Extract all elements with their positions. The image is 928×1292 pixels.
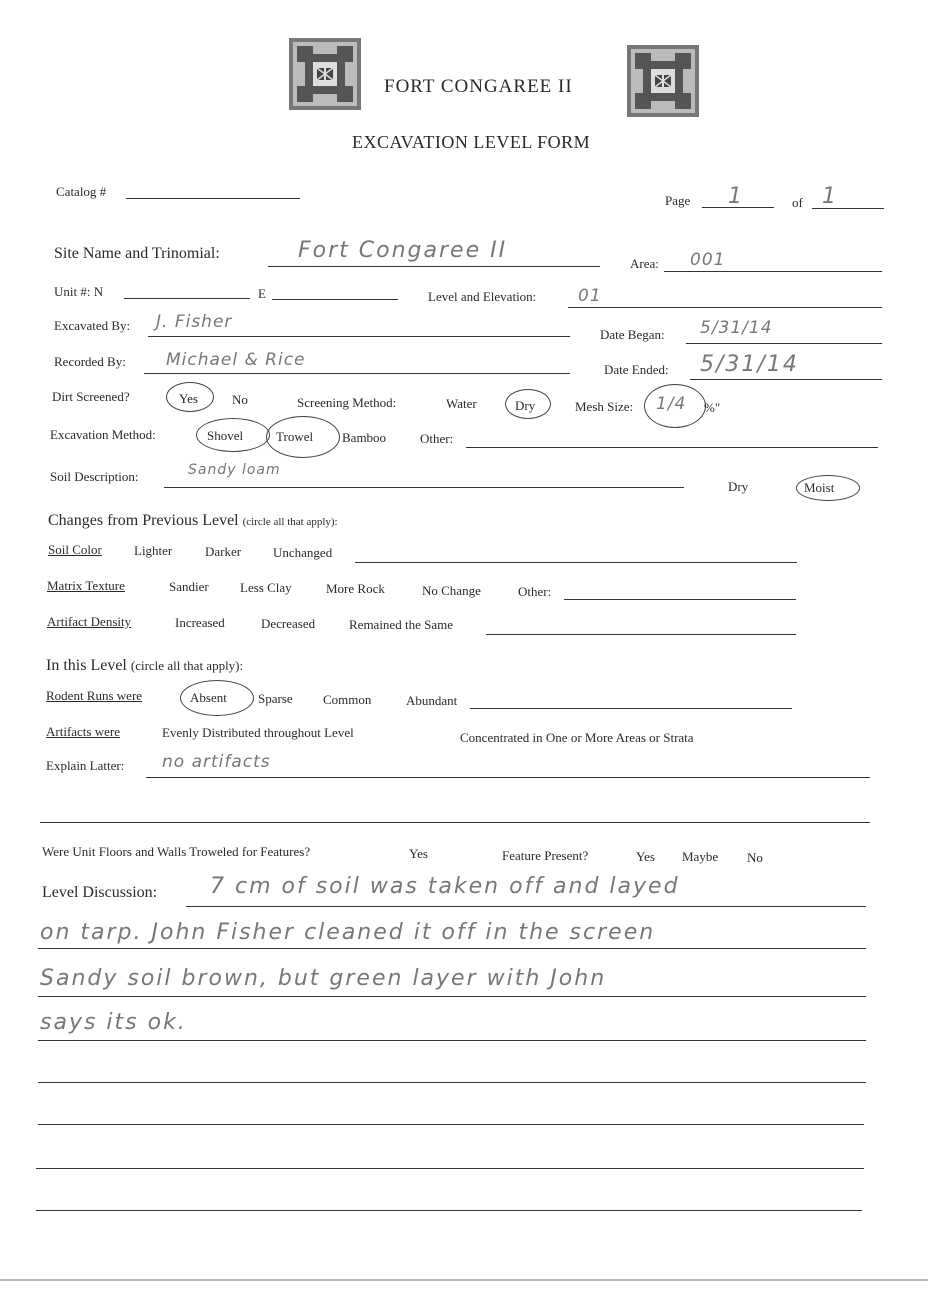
changes-note: (circle all that apply): bbox=[242, 516, 338, 528]
form-title: FORT CONGAREE II bbox=[384, 76, 573, 97]
soil-color-lighter[interactable]: Lighter bbox=[134, 543, 173, 558]
level-elevation-label: Level and Elevation: bbox=[428, 289, 537, 304]
dirt-screened-label: Dirt Screened? bbox=[52, 389, 130, 404]
changes-heading-row bbox=[48, 512, 338, 530]
rodent-common[interactable]: Common bbox=[323, 692, 372, 707]
unit-e-field[interactable] bbox=[272, 299, 398, 300]
rodent-sparse[interactable]: Sparse bbox=[258, 691, 293, 706]
excavation-other-field[interactable] bbox=[466, 447, 878, 448]
mesh-size-value: 1/4 bbox=[656, 394, 687, 414]
matrix-more-rock[interactable]: More Rock bbox=[326, 581, 385, 596]
discussion-line-5[interactable] bbox=[38, 1082, 866, 1083]
artifact-density-field[interactable] bbox=[486, 634, 796, 635]
matrix-other-field[interactable] bbox=[564, 599, 796, 600]
level-elevation-value: 01 bbox=[578, 286, 602, 306]
artifacts-were-label: Artifacts were bbox=[46, 724, 120, 739]
soil-color-unchanged[interactable]: Unchanged bbox=[273, 545, 333, 560]
matrix-sandier[interactable]: Sandier bbox=[169, 579, 209, 594]
soil-color-label: Soil Color bbox=[48, 542, 102, 557]
soil-description-value: Sandy loam bbox=[188, 462, 281, 478]
site-name-label: Site Name and Trinomial: bbox=[54, 245, 220, 262]
date-ended-value: 5/31/14 bbox=[700, 352, 799, 377]
discussion-line-1[interactable] bbox=[186, 906, 866, 907]
excavation-method-label: Excavation Method: bbox=[50, 427, 156, 442]
explain-latter-label: Explain Latter: bbox=[46, 758, 125, 773]
dirt-screened-yes[interactable]: Yes bbox=[179, 391, 198, 406]
matrix-texture-label: Matrix Texture bbox=[47, 578, 125, 593]
rodent-abundant[interactable]: Abundant bbox=[406, 693, 458, 708]
date-ended-label: Date Ended: bbox=[604, 362, 669, 377]
feature-present-yes[interactable]: Yes bbox=[636, 849, 655, 864]
date-began-value: 5/31/14 bbox=[700, 318, 773, 338]
excavated-by-label: Excavated By: bbox=[54, 318, 131, 333]
soil-color-darker[interactable]: Darker bbox=[205, 544, 242, 559]
feature-present-maybe[interactable]: Maybe bbox=[682, 849, 719, 864]
excavated-by-field[interactable] bbox=[148, 336, 570, 337]
unit-n-label: Unit #: N bbox=[54, 284, 104, 299]
artifact-decreased[interactable]: Decreased bbox=[261, 616, 316, 631]
rodent-runs-label: Rodent Runs were bbox=[46, 688, 143, 703]
discussion-text-2: on tarp. John Fisher cleaned it off in the screen bbox=[40, 920, 656, 945]
screening-water[interactable]: Water bbox=[446, 396, 477, 411]
soil-description-label: Soil Description: bbox=[50, 469, 139, 484]
discussion-text-4: says its ok. bbox=[40, 1010, 187, 1035]
artifact-density-label: Artifact Density bbox=[47, 614, 132, 629]
rodent-field[interactable] bbox=[470, 708, 792, 709]
page-total-value: 1 bbox=[822, 184, 838, 209]
in-level-note: (circle all that apply): bbox=[130, 658, 244, 673]
troweled-label: Were Unit Floors and Walls Troweled for Features? bbox=[42, 844, 311, 859]
area-value: 001 bbox=[690, 250, 726, 270]
in-level-heading: In this Level bbox=[46, 657, 127, 674]
unit-n-field[interactable] bbox=[124, 298, 250, 299]
screening-method-label: Screening Method: bbox=[297, 395, 397, 410]
catalog-label: Catalog # bbox=[56, 184, 107, 199]
explain-latter-field-2[interactable] bbox=[40, 822, 870, 823]
excavation-bamboo[interactable]: Bamboo bbox=[342, 430, 387, 445]
catalog-field[interactable] bbox=[126, 198, 300, 199]
discussion-line-3[interactable] bbox=[38, 996, 866, 997]
explain-latter-field[interactable] bbox=[146, 777, 870, 778]
site-name-value: Fort Congaree II bbox=[298, 238, 508, 263]
level-elevation-field[interactable] bbox=[568, 307, 882, 308]
date-began-label: Date Began: bbox=[600, 327, 665, 342]
page-bottom-edge bbox=[0, 1279, 928, 1281]
recorded-by-label: Recorded By: bbox=[54, 354, 126, 369]
page-of-label: of bbox=[792, 195, 803, 210]
fort-logo-left bbox=[289, 38, 361, 110]
date-began-field[interactable] bbox=[686, 343, 882, 344]
matrix-less-clay[interactable]: Less Clay bbox=[240, 580, 292, 595]
page-label: Page bbox=[665, 193, 691, 208]
level-discussion-label: Level Discussion: bbox=[42, 884, 158, 901]
feature-present-no[interactable]: No bbox=[747, 850, 763, 865]
discussion-line-6[interactable] bbox=[38, 1124, 864, 1125]
excavated-by-value: J. Fisher bbox=[156, 312, 233, 332]
soil-dry[interactable]: Dry bbox=[728, 479, 749, 494]
recorded-by-field[interactable] bbox=[144, 373, 570, 374]
discussion-text-1: 7 cm of soil was taken off and layed bbox=[210, 874, 680, 899]
dirt-screened-no[interactable]: No bbox=[232, 392, 248, 407]
excavation-shovel[interactable]: Shovel bbox=[207, 428, 244, 443]
page-value: 1 bbox=[728, 184, 744, 209]
soil-color-field[interactable] bbox=[355, 562, 797, 563]
form-subtitle: EXCAVATION LEVEL FORM bbox=[352, 132, 591, 152]
soil-moist[interactable]: Moist bbox=[804, 480, 835, 495]
explain-latter-value: no artifacts bbox=[162, 752, 271, 772]
rodent-absent[interactable]: Absent bbox=[190, 690, 227, 705]
discussion-line-4[interactable] bbox=[38, 1040, 866, 1041]
mesh-size-unit: %" bbox=[704, 400, 721, 415]
discussion-line-2[interactable] bbox=[38, 948, 866, 949]
in-level-heading-row bbox=[46, 657, 243, 675]
soil-description-field[interactable] bbox=[164, 487, 684, 488]
site-name-field[interactable] bbox=[268, 266, 600, 267]
discussion-line-7[interactable] bbox=[36, 1168, 864, 1169]
artifacts-concentrated[interactable]: Concentrated in One or More Areas or Strata bbox=[460, 730, 694, 745]
matrix-other-label: Other: bbox=[518, 584, 552, 599]
area-field[interactable] bbox=[664, 271, 882, 272]
mesh-size-label: Mesh Size: bbox=[575, 399, 634, 414]
fort-logo-right bbox=[627, 45, 699, 117]
troweled-yes[interactable]: Yes bbox=[409, 846, 428, 861]
date-ended-field[interactable] bbox=[690, 379, 882, 380]
unit-e-label: E bbox=[258, 286, 266, 301]
discussion-line-8[interactable] bbox=[36, 1210, 862, 1211]
changes-heading: Changes from Previous Level bbox=[48, 512, 239, 529]
artifact-remained[interactable]: Remained the Same bbox=[349, 617, 453, 632]
recorded-by-value: Michael & Rice bbox=[166, 350, 306, 370]
discussion-text-3: Sandy soil brown, but green layer with John bbox=[40, 966, 607, 991]
artifact-increased[interactable]: Increased bbox=[175, 615, 225, 630]
excavation-trowel[interactable]: Trowel bbox=[276, 429, 314, 444]
area-label: Area: bbox=[630, 256, 659, 271]
excavation-other-label: Other: bbox=[420, 431, 454, 446]
feature-present-label: Feature Present? bbox=[502, 848, 589, 863]
screening-dry[interactable]: Dry bbox=[515, 398, 536, 413]
artifacts-evenly[interactable]: Evenly Distributed throughout Level bbox=[162, 725, 354, 740]
matrix-no-change[interactable]: No Change bbox=[422, 583, 481, 598]
